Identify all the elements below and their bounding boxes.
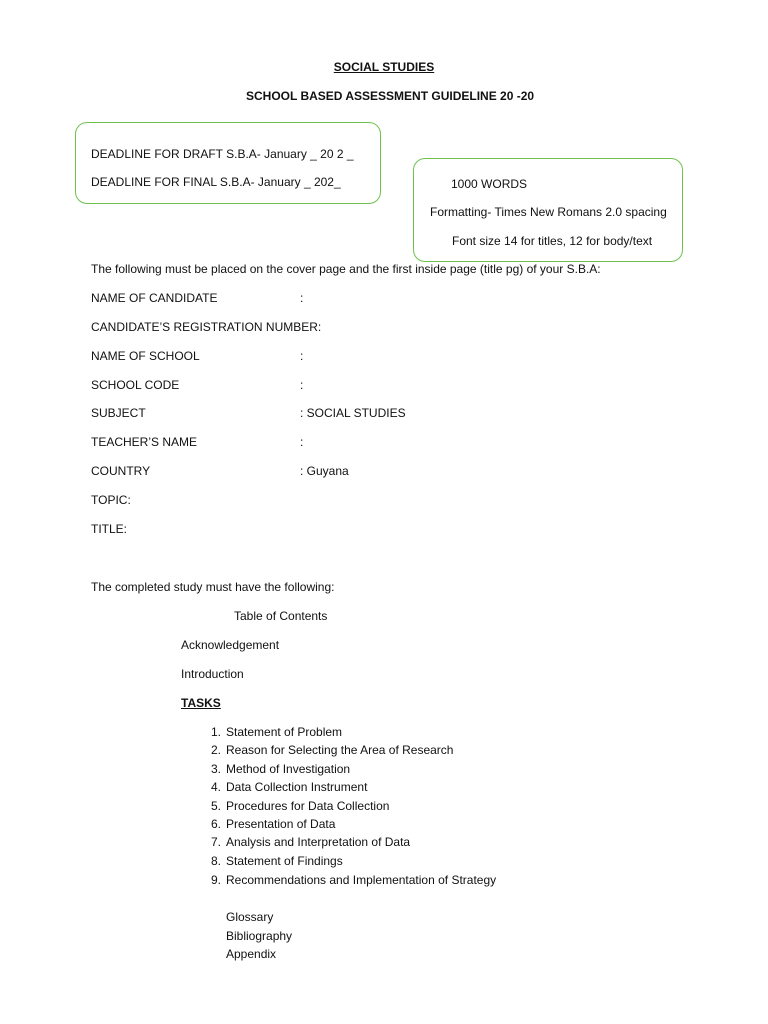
table-of-contents: Table of Contents: [234, 609, 328, 623]
cover-page-intro: The following must be placed on the cover page and the first inside page (title pg) of your S.B.A:: [91, 262, 601, 276]
field-label-topic: TOPIC:: [91, 493, 131, 507]
page-subtitle: SCHOOL BASED ASSESSMENT GUIDELINE 20 -20: [246, 89, 535, 103]
task-item: Analysis and Interpretation of Data: [226, 835, 411, 849]
field-value-candidate-name: :: [300, 291, 304, 305]
task-item: Data Collection Instrument: [226, 780, 368, 794]
task-number: 3.: [210, 762, 221, 776]
field-label-candidate-name: NAME OF CANDIDATE: [91, 291, 218, 305]
task-number: 2.: [210, 743, 221, 757]
field-label-registration-number: CANDIDATE’S REGISTRATION NUMBER:: [91, 320, 322, 334]
task-number: 4.: [210, 780, 221, 794]
field-value-subject: : SOCIAL STUDIES: [300, 406, 406, 420]
glossary: Glossary: [226, 910, 274, 924]
formatting-rule: Formatting- Times New Romans 2.0 spacing: [430, 205, 667, 219]
study-intro: The completed study must have the following:: [91, 580, 335, 594]
format-box: [413, 158, 683, 262]
task-number: 8.: [210, 854, 221, 868]
task-item: Reason for Selecting the Area of Research: [226, 743, 454, 757]
final-deadline: DEADLINE FOR FINAL S.B.A- January _ 202_: [91, 175, 341, 189]
task-number: 5.: [210, 799, 221, 813]
field-value-school-name: :: [300, 349, 304, 363]
task-item: Procedures for Data Collection: [226, 799, 390, 813]
field-label-title: TITLE:: [91, 522, 128, 536]
task-number: 6.: [210, 817, 221, 831]
task-item: Statement of Findings: [226, 854, 343, 868]
page-title: SOCIAL STUDIES: [333, 60, 435, 74]
task-item: Statement of Problem: [226, 725, 343, 739]
field-label-country: COUNTRY: [91, 464, 151, 478]
field-label-teacher-name: TEACHER’S NAME: [91, 435, 198, 449]
task-number: 1.: [210, 725, 221, 739]
word-count: 1000 WORDS: [451, 177, 528, 191]
task-item: Method of Investigation: [226, 762, 351, 776]
acknowledgement: Acknowledgement: [181, 638, 280, 652]
field-value-school-code: :: [300, 378, 304, 392]
field-value-teacher-name: :: [300, 435, 304, 449]
task-item: Presentation of Data: [226, 817, 336, 831]
appendix: Appendix: [226, 947, 277, 961]
task-number: 9.: [210, 873, 221, 887]
field-label-subject: SUBJECT: [91, 406, 146, 420]
font-size-rule: Font size 14 for titles, 12 for body/text: [452, 234, 653, 248]
draft-deadline: DEADLINE FOR DRAFT S.B.A- January _ 20 2 _: [91, 147, 354, 161]
field-label-school-name: NAME OF SCHOOL: [91, 349, 200, 363]
tasks-heading: TASKS: [181, 696, 221, 710]
introduction: Introduction: [181, 667, 244, 681]
deadline-box: [75, 122, 381, 204]
bibliography: Bibliography: [226, 929, 293, 943]
task-item: Recommendations and Implementation of Strategy: [226, 873, 497, 887]
field-value-country: : Guyana: [300, 464, 349, 478]
task-number: 7.: [210, 835, 221, 849]
field-label-school-code: SCHOOL CODE: [91, 378, 180, 392]
